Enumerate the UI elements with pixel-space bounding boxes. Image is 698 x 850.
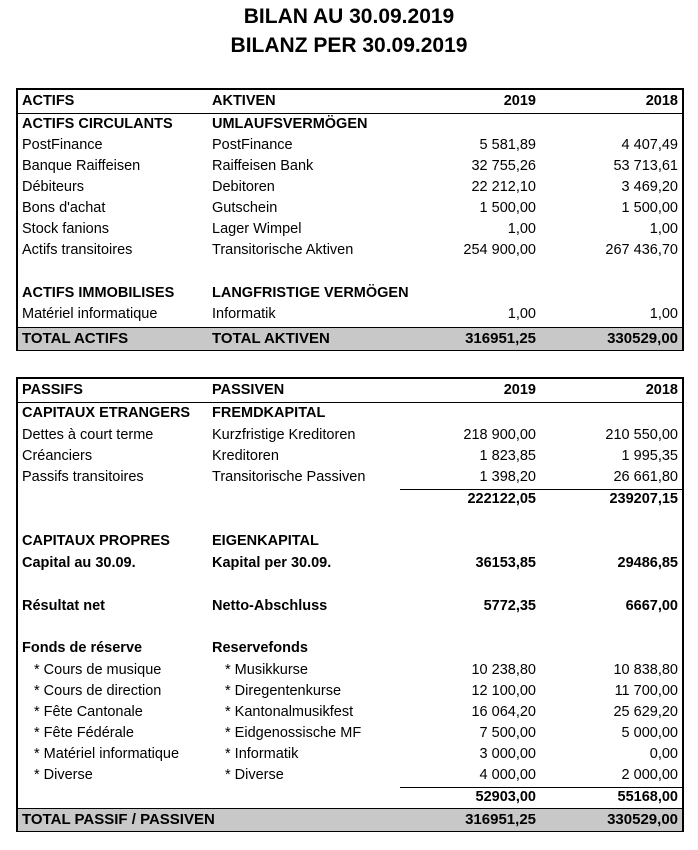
row-label-de: PostFinance xyxy=(212,137,293,153)
row-value-2018: 53 713,61 xyxy=(613,158,678,174)
row-value-2019: 16 064,20 xyxy=(471,704,536,720)
etr-subtotal-row xyxy=(18,489,682,510)
row-label-fr: * Cours de musique xyxy=(34,662,162,678)
table-row xyxy=(18,135,682,156)
title-fr: BILAN AU 30.09.2019 xyxy=(243,5,455,28)
row-label-de: Kreditoren xyxy=(212,448,279,464)
fonds-heading xyxy=(18,638,682,659)
row-value-2019: 1 823,85 xyxy=(479,448,536,464)
row-label-de: * Diregentenkurse xyxy=(225,683,342,699)
passifs-total-row xyxy=(18,808,682,831)
capital-de: Kapital per 30.09. xyxy=(212,555,332,571)
row-label-fr: Actifs transitoires xyxy=(22,242,133,258)
row-value-2018: 267 436,70 xyxy=(605,242,678,258)
row-value-2019: 10 238,80 xyxy=(471,662,536,678)
table-row xyxy=(18,156,682,177)
actifs-circ-heading xyxy=(18,114,682,135)
row-label-fr: * Matériel informatique xyxy=(34,746,180,762)
row-label-de: * Informatik xyxy=(225,746,299,762)
row-value-2019: 32 755,26 xyxy=(471,158,536,174)
actifs-circ-de: UMLAUFSVERMÖGEN xyxy=(212,116,368,132)
passifs-etr-fr: CAPITAUX ETRANGERS xyxy=(22,405,191,421)
capital-fr: Capital au 30.09. xyxy=(22,555,136,571)
row-value-2018: 1 500,00 xyxy=(621,200,678,216)
actifs-total-fr: TOTAL ACTIFS xyxy=(22,330,129,347)
row-value-2019: 7 500,00 xyxy=(479,725,536,741)
row-value-2019: 218 900,00 xyxy=(463,427,536,443)
row-label-fr: PostFinance xyxy=(22,137,103,153)
table-row xyxy=(18,198,682,219)
row-value-2019: 4 000,00 xyxy=(479,767,536,783)
row-label-fr: Passifs transitoires xyxy=(22,469,144,485)
table-row xyxy=(18,177,682,198)
capital-y2: 29486,85 xyxy=(617,555,678,571)
row-label-fr: * Diverse xyxy=(34,767,93,783)
passifs-etr-heading xyxy=(18,403,682,424)
actifs-header-fr: ACTIFS xyxy=(22,93,75,109)
passifs-header-de: PASSIVEN xyxy=(212,382,285,398)
fonds-subtotal-y1: 52903,00 xyxy=(475,789,536,805)
title-de: BILANZ PER 30.09.2019 xyxy=(230,34,468,57)
row-label-fr: Débiteurs xyxy=(22,179,85,195)
capital-row xyxy=(18,553,682,574)
row-value-2018: 11 700,00 xyxy=(614,683,678,699)
row-value-2018: 0,00 xyxy=(649,746,678,762)
resultat-fr: Résultat net xyxy=(22,598,105,614)
row-label-de: Kurzfristige Kreditoren xyxy=(212,427,356,443)
row-value-2019: 1,00 xyxy=(507,306,536,322)
row-value-2018: 1,00 xyxy=(649,306,678,322)
table-row xyxy=(18,446,682,467)
actifs-total-y1: 316951,25 xyxy=(465,330,536,347)
row-label-fr: Banque Raiffeisen xyxy=(22,158,141,174)
actifs-header-y2: 2018 xyxy=(645,93,678,109)
row-value-2018: 5 000,00 xyxy=(621,725,678,741)
table-row xyxy=(18,723,682,744)
row-label-de: Debitoren xyxy=(212,179,275,195)
actifs-total-de: TOTAL AKTIVEN xyxy=(212,330,330,347)
row-label-fr: * Fête Cantonale xyxy=(34,704,143,720)
row-label-fr: * Fête Fédérale xyxy=(34,725,134,741)
row-value-2019: 1,00 xyxy=(507,221,536,237)
row-label-de: * Kantonalmusikfest xyxy=(225,704,354,720)
actifs-circ-fr: ACTIFS CIRCULANTS xyxy=(22,116,173,132)
passifs-header-y2: 2018 xyxy=(645,382,678,398)
actifs-immo-heading xyxy=(18,283,682,304)
passifs-header-row xyxy=(18,380,682,401)
row-label-de: Gutschein xyxy=(212,200,278,216)
table-row xyxy=(18,660,682,681)
fonds-fr: Fonds de réserve xyxy=(22,640,143,656)
row-value-2018: 210 550,00 xyxy=(605,427,678,443)
etr-subtotal-y1: 222122,05 xyxy=(467,491,536,507)
table-row xyxy=(18,702,682,723)
row-label-de: Transitorische Aktiven xyxy=(212,242,354,258)
resultat-row xyxy=(18,596,682,617)
table-row xyxy=(18,425,682,446)
row-label-fr: * Cours de direction xyxy=(34,683,162,699)
fonds-subtotal-y2: 55168,00 xyxy=(617,789,678,805)
passifs-propres-fr: CAPITAUX PROPRES xyxy=(22,533,170,549)
row-label-de: Lager Wimpel xyxy=(212,221,302,237)
row-value-2019: 5 581,89 xyxy=(479,137,536,153)
row-label-de: * Musikkurse xyxy=(225,662,308,678)
capital-y1: 36153,85 xyxy=(475,555,536,571)
row-label-fr: Matériel informatique xyxy=(22,306,158,322)
row-value-2019: 12 100,00 xyxy=(471,683,536,699)
row-label-fr: Dettes à court terme xyxy=(22,427,154,443)
table-row xyxy=(18,744,682,765)
row-label-de: Informatik xyxy=(212,306,276,322)
row-value-2019: 254 900,00 xyxy=(463,242,536,258)
actifs-table xyxy=(16,88,684,351)
passifs-header-y1: 2019 xyxy=(503,382,536,398)
passifs-propres-heading xyxy=(18,531,682,552)
table-row xyxy=(18,765,682,786)
row-value-2018: 1,00 xyxy=(649,221,678,237)
row-value-2018: 25 629,20 xyxy=(613,704,678,720)
passifs-total-label: TOTAL PASSIF / PASSIVEN xyxy=(22,811,215,828)
actifs-total-y2: 330529,00 xyxy=(607,330,678,347)
resultat-y2: 6667,00 xyxy=(625,598,678,614)
passifs-total-y1: 316951,25 xyxy=(465,811,536,828)
table-row xyxy=(18,681,682,702)
row-label-de: Raiffeisen Bank xyxy=(212,158,314,174)
row-label-de: * Diverse xyxy=(225,767,284,783)
actifs-header-row xyxy=(18,91,682,112)
passifs-total-y2: 330529,00 xyxy=(607,811,678,828)
row-value-2018: 2 000,00 xyxy=(621,767,678,783)
row-value-2018: 26 661,80 xyxy=(613,469,678,485)
table-row xyxy=(18,219,682,240)
row-value-2018: 4 407,49 xyxy=(621,137,678,153)
actifs-total-row xyxy=(18,327,682,350)
row-value-2018: 10 838,80 xyxy=(613,662,678,678)
actifs-header-de: AKTIVEN xyxy=(212,93,276,109)
passifs-header-fr: PASSIFS xyxy=(22,382,83,398)
passifs-etr-de: FREMDKAPITAL xyxy=(212,405,326,421)
passifs-propres-de: EIGENKAPITAL xyxy=(212,533,319,549)
row-label-fr: Bons d'achat xyxy=(22,200,106,216)
passifs-table xyxy=(16,377,684,832)
row-value-2019: 3 000,00 xyxy=(479,746,536,762)
row-value-2019: 1 500,00 xyxy=(479,200,536,216)
row-label-de: * Eidgenossische MF xyxy=(225,725,362,741)
resultat-de: Netto-Abschluss xyxy=(212,598,328,614)
row-value-2019: 22 212,10 xyxy=(471,179,536,195)
etr-subtotal-y2: 239207,15 xyxy=(609,491,678,507)
row-value-2018: 3 469,20 xyxy=(621,179,678,195)
fonds-subtotal-row xyxy=(18,787,682,808)
table-row xyxy=(18,240,682,261)
actifs-header-y1: 2019 xyxy=(503,93,536,109)
row-label-de: Transitorische Passiven xyxy=(212,469,366,485)
row-value-2019: 1 398,20 xyxy=(479,469,536,485)
row-label-fr: Créanciers xyxy=(22,448,93,464)
table-row xyxy=(18,467,682,488)
row-value-2018: 1 995,35 xyxy=(621,448,678,464)
fonds-de: Reservefonds xyxy=(212,640,308,656)
table-row xyxy=(18,304,682,325)
actifs-immo-de: LANGFRISTIGE VERMÖGEN xyxy=(212,285,409,301)
resultat-y1: 5772,35 xyxy=(483,598,536,614)
actifs-immo-fr: ACTIFS IMMOBILISES xyxy=(22,285,175,301)
row-label-fr: Stock fanions xyxy=(22,221,110,237)
